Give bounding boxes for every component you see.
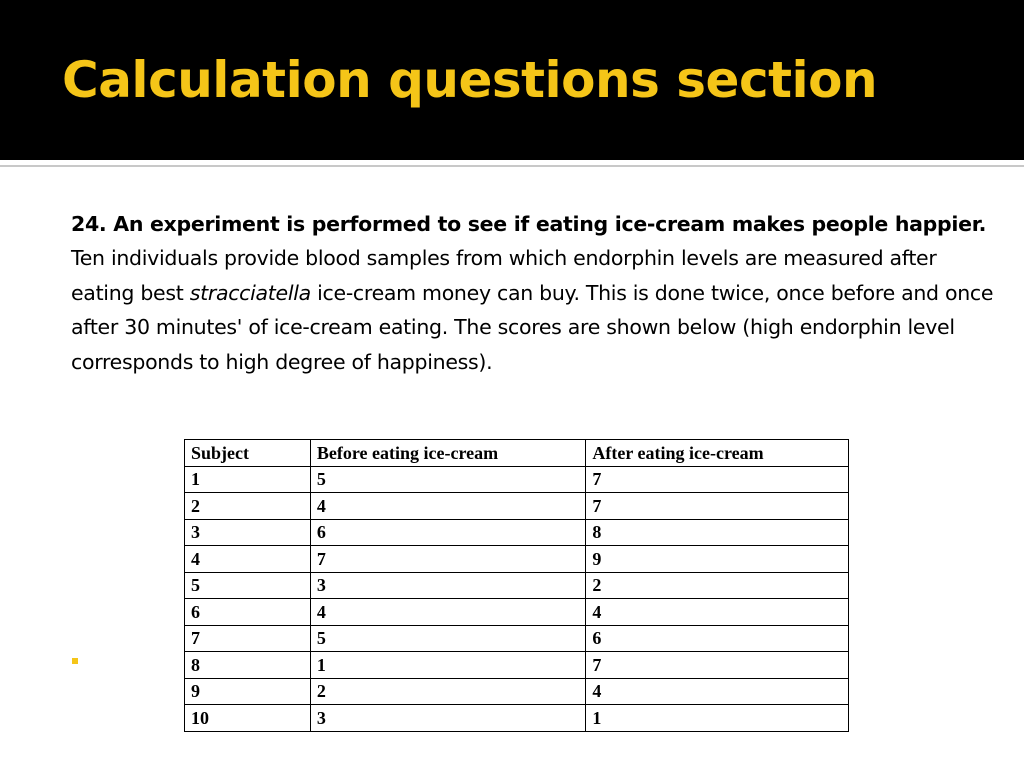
cell-after: 8 [586, 519, 849, 546]
cell-before: 5 [310, 625, 586, 652]
question-text-part2: ice-cream money can buy. This is done twice, once before and once after 30 minutes' of ice-cream eating. The scores are shown below (high endorphin level corresponds to high degree of happiness). [71, 280, 994, 374]
table-row [185, 652, 849, 679]
cell-after: 9 [586, 546, 849, 573]
cell-before: 3 [310, 705, 586, 732]
question-text-part1: Ten individuals provide blood samples from which endorphin levels are measured after eating best [71, 246, 937, 305]
cell-after: 2 [586, 572, 849, 599]
table-row [185, 466, 849, 493]
cell-subject: 10 [185, 705, 311, 732]
cell-before: 5 [310, 466, 586, 493]
cell-subject: 4 [185, 546, 311, 573]
cell-after: 7 [586, 493, 849, 520]
question-italic-word: stracciatella [189, 280, 311, 305]
column-header-after: After eating ice-cream [586, 440, 849, 467]
table-row [185, 519, 849, 546]
table-row [185, 678, 849, 705]
bullet-marker [72, 658, 78, 664]
cell-subject: 8 [185, 652, 311, 679]
cell-before: 4 [310, 599, 586, 626]
cell-before: 3 [310, 572, 586, 599]
cell-subject: 2 [185, 493, 311, 520]
column-header-subject: Subject [185, 440, 311, 467]
question-bold-lead: 24. An experiment is performed to see if eating ice-cream makes people happier. [71, 212, 987, 236]
cell-after: 1 [586, 705, 849, 732]
cell-subject: 7 [185, 625, 311, 652]
cell-subject: 9 [185, 678, 311, 705]
column-header-before: Before eating ice-cream [310, 440, 586, 467]
cell-after: 7 [586, 652, 849, 679]
table-row [185, 705, 849, 732]
cell-after: 4 [586, 599, 849, 626]
table-row [185, 572, 849, 599]
table-row [185, 599, 849, 626]
endorphin-table [184, 439, 849, 732]
table-header-row [185, 440, 849, 467]
cell-subject: 6 [185, 599, 311, 626]
cell-before: 7 [310, 546, 586, 573]
cell-before: 6 [310, 519, 586, 546]
cell-subject: 5 [185, 572, 311, 599]
table-row [185, 546, 849, 573]
cell-subject: 3 [185, 519, 311, 546]
cell-after: 4 [586, 678, 849, 705]
table-row [185, 493, 849, 520]
title-bar [0, 0, 1024, 160]
cell-subject: 1 [185, 466, 311, 493]
slide-title: Calculation questions section [62, 51, 878, 109]
cell-before: 2 [310, 678, 586, 705]
cell-after: 6 [586, 625, 849, 652]
cell-before: 4 [310, 493, 586, 520]
cell-before: 1 [310, 652, 586, 679]
table-row [185, 625, 849, 652]
question-text [71, 207, 1001, 379]
title-divider [0, 165, 1024, 167]
cell-after: 7 [586, 466, 849, 493]
